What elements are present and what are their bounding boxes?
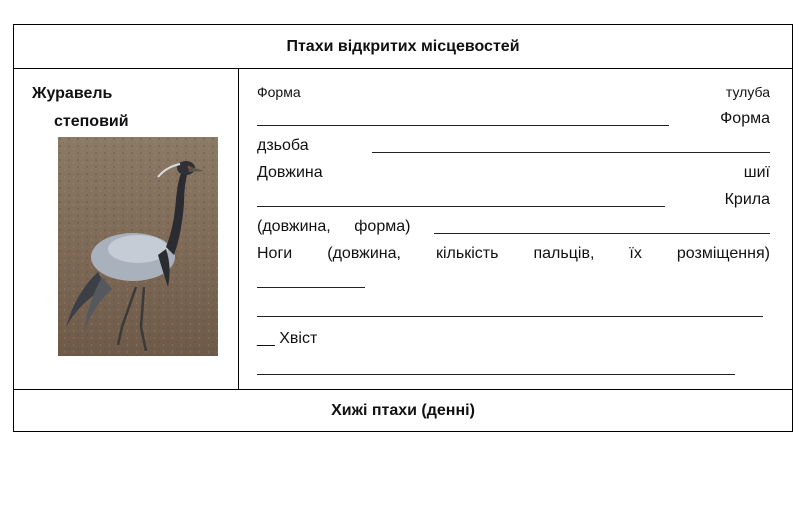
label-shyi: шиї [743,164,770,181]
label-tuluba: тулуба [725,84,770,100]
blank-field[interactable] [434,232,770,234]
label-kryla: Крила [724,191,770,208]
document-table [13,24,793,432]
blank-field[interactable] [257,286,365,288]
line-blank-full [257,294,770,320]
label-nogy-paltsiv: пальців, [533,245,595,262]
bird-name-line2: степовий [54,113,129,130]
bird-cell [14,68,239,389]
blank-field[interactable] [372,151,770,153]
line-dovzhyna-shyi [257,157,770,183]
line-hvist [257,323,770,349]
label-nogy-yikh: їх [629,245,642,262]
blank-field[interactable] [257,124,669,126]
label-nogy: Ноги [257,245,293,262]
blank-field[interactable] [257,373,735,375]
line-blank-kryla [257,184,770,210]
label-nogy-rozmishchennia: розміщення) [676,245,770,262]
label-nogy-kilkist: кількість [436,245,499,262]
label-hvist: __ Хвіст [257,330,318,347]
next-section-title: Хижі птахи (денні) [14,389,792,432]
description-cell [239,68,792,389]
bird-name-line1: Журавель [32,85,113,102]
line-forma-tuluba [257,76,770,102]
label-nogy-dovzhyna: (довжина, [327,245,401,262]
line-blank-short [257,265,770,291]
line-kryla-details [257,211,770,237]
line-dzioba [257,130,770,156]
blank-field[interactable] [257,315,763,317]
bird-name [32,80,129,136]
label-forma: Форма [257,84,301,100]
label-forma2: Форма [720,110,770,127]
line-blank-forma [257,103,770,129]
table-title: Птахи відкритих місцевостей [14,25,792,69]
label-forma-paren: форма) [354,218,411,235]
label-dzioba: дзьоба [257,137,309,154]
label-dovzhyna-paren: (довжина, [257,218,331,235]
blank-field[interactable] [257,205,665,207]
crane-photo [58,137,218,356]
line-nogy [257,238,770,264]
label-dovzhyna: Довжина [257,164,323,181]
line-blank-last [257,352,770,378]
